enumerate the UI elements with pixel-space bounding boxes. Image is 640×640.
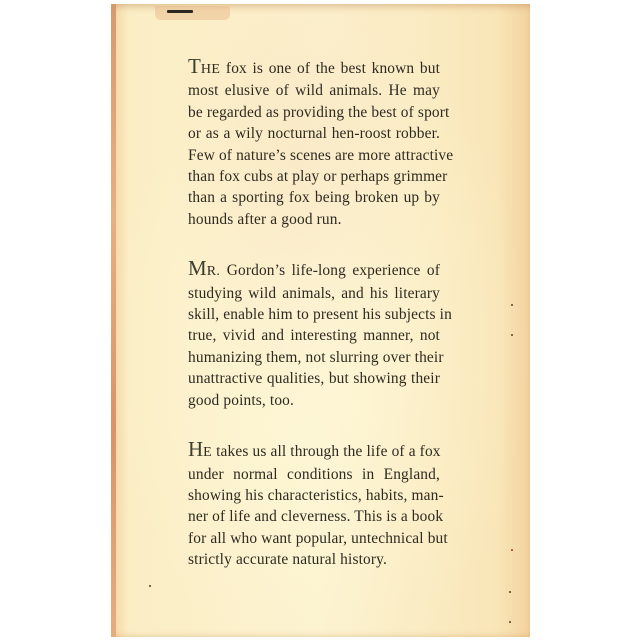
text-line: takes us all through the life of a fox [212, 443, 441, 461]
paper-speck [511, 304, 513, 306]
text-line: for all who want popular, untechnical but [188, 529, 448, 547]
drop-cap: M [188, 256, 207, 281]
drop-cap: T [188, 54, 201, 78]
paragraph-1 [188, 54, 454, 230]
paper-speck [511, 334, 513, 336]
text-line: Few of nature’s scenes are more attractive [188, 146, 454, 164]
paragraph-3 [188, 437, 448, 570]
text-line: good points, too. [188, 391, 295, 409]
paper-speck [509, 621, 511, 623]
tear-mark [167, 10, 193, 13]
text-line: unattractive qualities, but showing their [188, 370, 440, 388]
text-line: skill, enable him to present his subjects in [188, 306, 452, 324]
text-line: Gordon’s life-long experience of [220, 262, 440, 280]
paper-speck [509, 591, 511, 593]
small-caps: E [203, 445, 213, 461]
text-line: or as a wily nocturnal hen-roost robber. [188, 125, 440, 143]
text-line: than a sporting fox being broken up by [188, 189, 440, 207]
small-caps: R. [206, 264, 221, 280]
book-jacket-back [111, 4, 530, 637]
paper-speck [149, 585, 151, 587]
text-line: studying wild animals, and his literary [188, 284, 440, 302]
blurb-text [188, 54, 454, 599]
paper-speck [511, 549, 513, 551]
text-line: strictly accurate natural history. [188, 551, 387, 569]
text-line: than fox cubs at play or perhaps grimmer [188, 168, 448, 186]
torn-edge [155, 6, 230, 20]
text-line: under normal conditions in England, [188, 465, 440, 483]
text-line: fox is one of the best known but [220, 60, 440, 77]
text-line: humanizing them, not slurring over their [188, 348, 444, 366]
small-caps: HE [200, 62, 221, 77]
text-line: be regarded as providing the best of sport [188, 103, 450, 121]
drop-cap: H [188, 437, 204, 462]
text-line: ner of life and cleverness. This is a book [188, 508, 444, 526]
text-line: true, vivid and interesting manner, not [188, 327, 440, 345]
paragraph-2 [188, 256, 452, 411]
text-line: most elusive of wild animals. He may [188, 82, 440, 100]
text-line: hounds after a good run. [188, 210, 342, 228]
text-line: showing his characteristics, habits, man- [188, 486, 444, 504]
